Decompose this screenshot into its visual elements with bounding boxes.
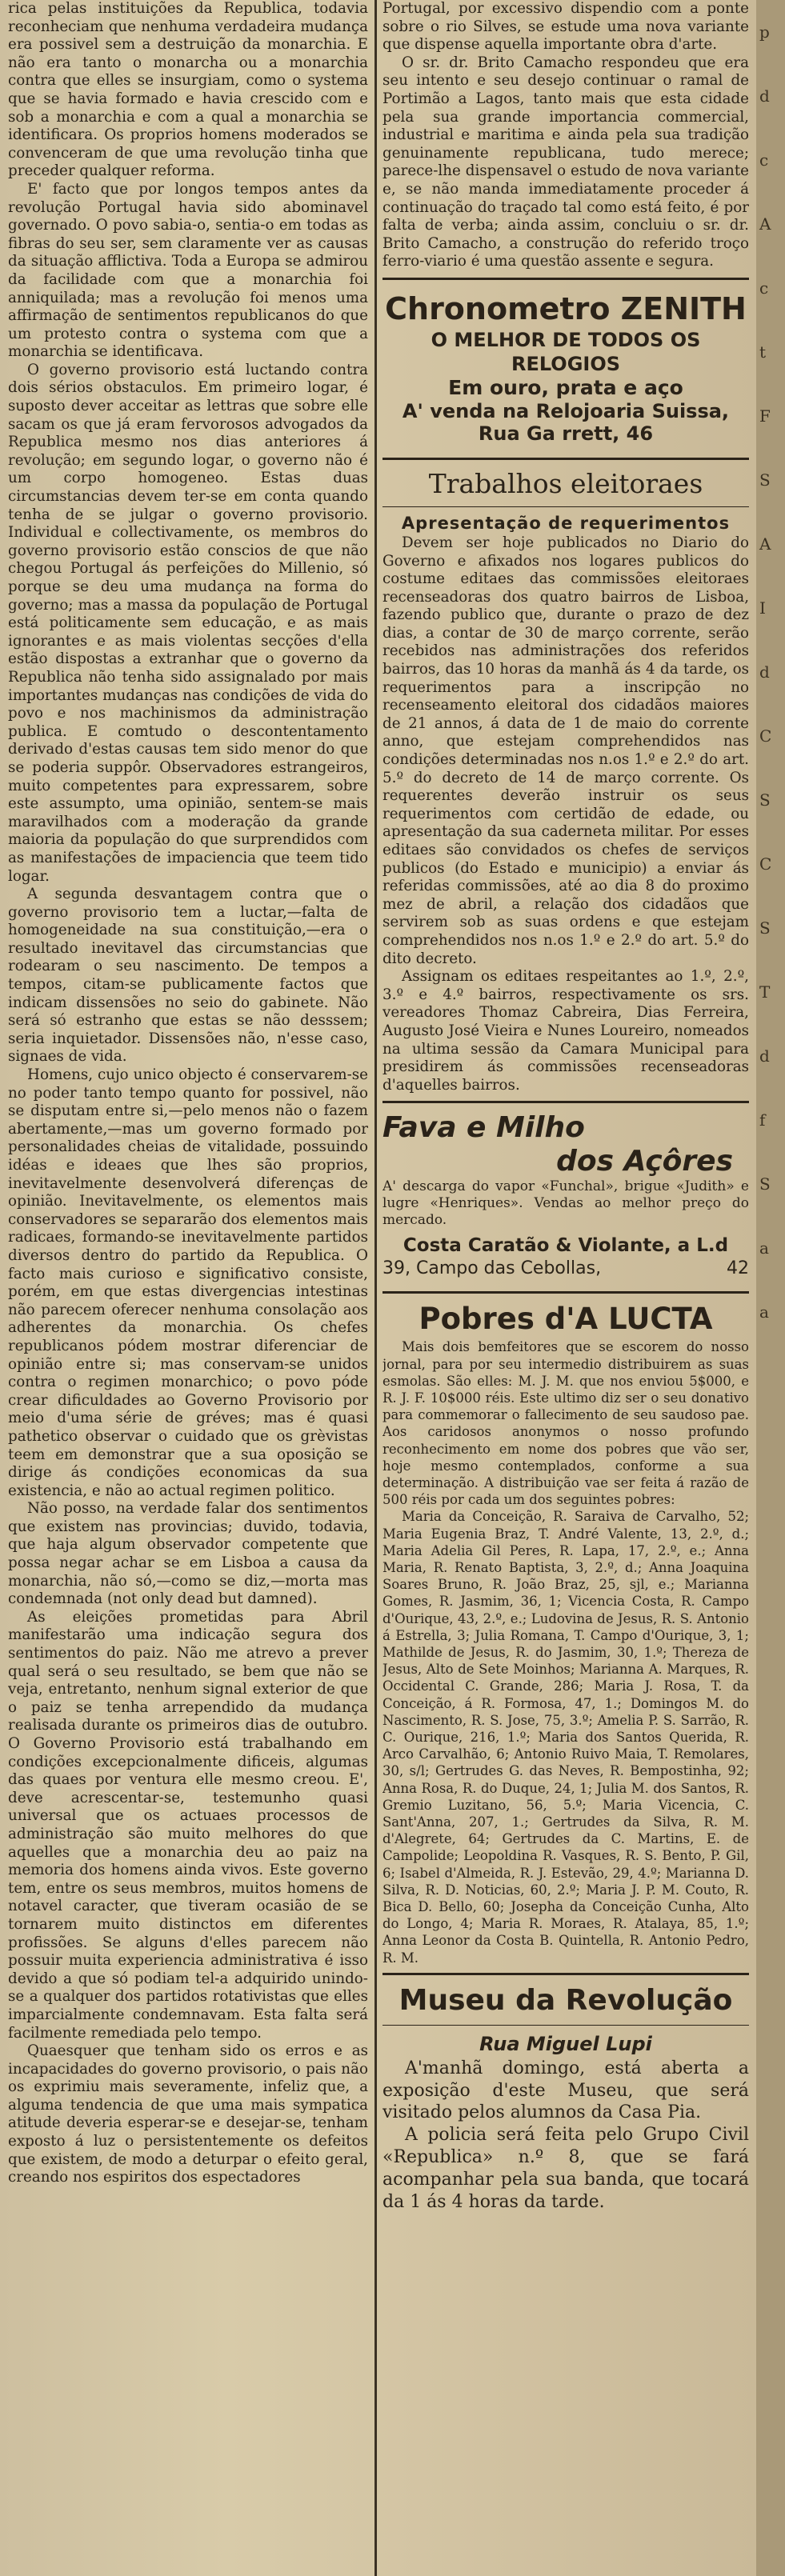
section-rule: [382, 1291, 749, 1294]
article-paragraph: O sr. dr. Brito Camacho respondeu que era seu intento e seu desejo continuar o ramal de Portimão a Lagos, tanto mais que esta cidade pela sua grande importancia commercial, industrial e maritima e ainda pela sua tradição genuinamente republicana, tudo merece; parece-lhe dispensavel o estudo de nova variante e, se não manda immediatamente proceder á continuação do traçado tal como está feito, é por falta de verba; ainda assim, concluiu o sr. dr. Brito Camacho, a construção do referido troço ferro-viario é uma questão assente e segura.: [382, 54, 749, 270]
trabalhos-title: Trabalhos eleitoraes: [428, 467, 703, 499]
edge-glyph: f: [759, 1110, 766, 1130]
section-rule: [382, 458, 749, 460]
museu-title: Museu da Revolução: [399, 1983, 733, 2017]
fava-address-street: 39, Campo das Cebollas,: [382, 1258, 602, 1279]
article-paragraph: Quaesquer que tenham sido os erros e as incapacidades do governo provisorio, o pais não os exprimiu mais severamente, infeliz que, a alguma tendencia de que uma mais sympatica atitude deveria esperar-se e desejar-se, tenham exposto á luz o persistentemente os defeitos que existem, de modo a deturpar o efeito geral, creando nos espiritos dos espectadores: [8, 2042, 368, 2186]
zenith-title: Chronometro ZENITH: [385, 290, 747, 326]
railway-article: [382, 0, 749, 271]
edge-glyph: T: [759, 982, 771, 1002]
fava-body: A' descarga do vapor «Funchal», brigue «Judith» e lugre «Henriques». Vendas ao melhor preço do mercado.: [382, 1178, 749, 1229]
zenith-address: Rua Ga rrett, 46: [478, 422, 654, 445]
fava-advertisement: [382, 1110, 749, 1285]
title-rule: [382, 506, 749, 507]
adjacent-page-edge: [756, 0, 785, 2576]
fava-address-number: 42: [727, 1258, 749, 1279]
article-paragraph: A segunda desvantagem contra que o governo provisorio tem a luctar,—falta de homogeneidade na sua constituição,—era o resultado inevitavel das circumstancias que rodearam o seu nascimento. De tempos a tempos, citam-se publicamente factos que indicam dissensões no seio do gabinete. Não será só estranho que estas se não desssem; seria inquietador. Dissensões não, n'esse caso, signaes de vida.: [8, 886, 368, 1066]
zenith-slogan: O MELHOR DE TODOS OS RELOGIOS: [431, 328, 701, 375]
article-paragraph: Assignam os editaes respeitantes ao 1.º, 2.º, 3.º e 4.º bairros, respectivamente os srs. vereadores Thomaz Cabreira, Dias Ferreira, Augusto José Vieira e Nunes Loureiro, nomeados na ultima sessão da Camara Municipal para presidirem ás commissões recenseadoras d'aquelles bairros.: [382, 968, 749, 1094]
right-column: [382, 0, 749, 2576]
fava-address: [382, 1258, 749, 1280]
section-rule: [382, 278, 749, 280]
article-paragraph: Portugal, por excessivo dispendio com a ponte sobre o rio Silves, se estude uma nova variante que dispense aquella importante obra d'arte.: [382, 0, 749, 54]
column-divider: [374, 0, 377, 2576]
fava-title-line1: Fava e Milho: [382, 1111, 585, 1145]
section-rule: [382, 1101, 749, 1103]
edge-glyph: S: [759, 1174, 771, 1194]
edge-glyph: a: [759, 1238, 769, 1258]
article-paragraph: Mais dois bemfeitores que se escorem do nosso jornal, para por seu intermedio distribuirem as suas esmolas. São elles: M. J. M. que nos enviou 5$000, e R. J. F. 10$000 réis. Este ultimo diz ser o seu donativo para commemorar o fallecimento de seu saudoso pae. Aos caridosos anonymos o nosso profundo reconhecimento em nome dos pobres que vão ser, hoje mesmo contemplados, conforme a sua determinação. A distribuição vae ser feita á razão de 500 réis por cada um dos seguintes pobres:: [382, 1339, 749, 1508]
edge-glyph: d: [759, 1046, 770, 1066]
edge-glyph: S: [759, 470, 771, 490]
article-paragraph: A'manhã domingo, está aberta a exposição d'este Museu, que será visitado pelos alumnos da Casa Pia.: [382, 2058, 749, 2123]
museu-article: [382, 1982, 749, 2214]
edge-glyph: A: [759, 214, 771, 234]
edge-glyph: F: [759, 406, 771, 426]
edge-glyph: d: [759, 662, 770, 682]
edge-glyph: C: [759, 726, 772, 746]
article-paragraph: Maria da Conceição, R. Saraiva de Carvalho, 52; Maria Eugenia Braz, T. André Valente, 13, 2.º, d.; Maria Adelia Gil Peres, R. Lapa, 17, 2.º, e.; Anna Maria, R. Renato Baptista, 3, 2.º, d.; Anna Joaquina Soares Bruno, R. João Braz, 25, sjl, e.; Marianna Gomes, R. Jasmim, 36, 1; Vicencia Costa, R. Campo d'Ourique, 43, 2.º, e.; Ludovina de Jesus, R. S. Antonio á Estrella, 3; Julia Romana, T. Campo d'Ourique, 3, 1; Mathilde de Jesus, R. do Jasmim, 30, 1.º; Thereza de Jesus, Alto de Sete Moinhos; Marianna A. Marques, R. Occidental C. Grande, 286; Maria J. Rosa, T. da Conceição, á R. Formosa, 47, 1.; Domingos M. do Nascimento, R. S. Jose, 75, 3.º; Amelia P. S. Sarrão, R. C. Ourique, 216, 1.º; Maria dos Santos Querida, R. Arco Carvalhão, 6; Antonio Ruivo Maia, T. Remolares, 30, s/l; Gertrudes G. das Neves, R. Bempostinha, 92; Anna Rosa, R. do Duque, 24, 1; Julia M. dos Santos, R. Gremio Luzitano, 56, 5.º; Maria Vicencia, C. Sant'Anna, 207, 1.; Gertrudes da Silva, R. M. d'Alegrete, 64; Gertrudes da C. Martins, E. de Campolide; Leopoldina R. Vasques, R. S. Bento, P. Gil, 6; Isabel d'Almeida, R. J. Estevão, 29, 4.º; Marianna D. Silva, R. D. Noticias, 60, 2.º; Maria J. P. M. Couto, R. Bica D. Bello, 60; Josepha da Conceição Cunha, Alto do Longo, 4; Maria R. Moraes, R. Atalaya, 85, 1.º; Anna Leonor da Costa B. Quintella, R. Antonio Pedro, R. M.: [382, 1509, 749, 1966]
edge-glyph: S: [759, 790, 771, 810]
edge-glyph: S: [759, 918, 771, 938]
article-paragraph: E' facto que por longos tempos antes da revolução Portugal havia sido abominavel governado. O povo sabia-o, sentia-o em todas as fibras do seu ser, sem claramente ver as causas da situação afflictiva. Toda a Europa se admirou da facilidade com que a monarchia foi anniquilada; mas a revolução foi menos uma affirmação de sentimentos republicanos do que um protesto contra o systema com que a monarchia se identificava.: [8, 180, 368, 361]
article-paragraph: As eleições prometidas para Abril manifestarão uma indicação segura dos sentimentos do paiz. Não me atrevo a prever qual será o seu resultado, se bem que não se veja, entretanto, nenhum signal exterior de que o paiz se tenha arrependido da mudança realisada durante os primeiros dias de outubro. O Governo Provisorio está trabalhando em condições excepcionalmente dificeis, algumas das quaes por ventura elle mesmo creou. E', deve acrescentar-se, testemunho quasi universal que os actuaes processos de administração são muito melhores do que aquelles que a monarchia deu ao paiz na memoria dos homens ainda vivos. Este governo tem, entre os seus membros, muitos homens de notavel caracter, que tiveram ocasião de se tornarem muito distinctos em diferentes profissões. Se alguns d'elles parecem não possuir muita experiencia administrativa é isso devido a que só podiam tel-a adquirido unindo-se a qualquer dos partidos rotativistas que elles imparcialmente condemnavam. Esta falta será facilmente remediada pelo tempo.: [8, 1608, 368, 2042]
article-paragraph: rica pelas instituições da Republica, todavia reconheciam que nenhuma verdadeira mudança era possivel sem a destruição da monarchia. E não era tanto o monarcha ou a monarchia contra que elles se insurgiam, como o systema que se havia formado e havia crescido com e sob a monarchia e com a qual a monarchia se identificara. Os proprios homens moderados se convenceram de que uma revolução tinha que preceder qualquer reforma.: [8, 0, 368, 180]
edge-glyph: a: [759, 1302, 769, 1322]
edge-glyph: p: [759, 22, 770, 42]
title-rule: [382, 2025, 749, 2026]
fava-title-line2: dos Açôres: [556, 1145, 733, 1178]
article-paragraph: O governo provisorio está luctando contra dois sérios obstaculos. Em primeiro logar, é suposto dever acceitar as lettras que sobre elle sacam os que já eram fervorosos advogados da Republica mesmo nos dias anteriores á revolução; em segundo logar, o governo não é um corpo homogeneo. Estas duas circumstancias devem ter-se em conta quando tenha de se julgar o governo provisorio. Individual e collectivamente, os membros do governo provisorio estão conscios de que não chegou Portugal ás perfeições do Millenio, só porque se deu uma mudança na forma do governo; mas a massa da população de Portugal está politicamente sem educação, e as mais ignorantes e as mais violentas secções d'ella estão dispostas a extranhar que o governo da Republica não tenha sido assignalado por mais importantes mudanças nas condições de vida do povo e nos machinismos da administração publica. E comtudo o descontentamento derivado d'estas causas tem sido menor do que se poderia suppôr. Observadores estrangeiros, muito competentes para expressarem, sobre este assumpto, uma opinião, sentem-se mais maravilhados com a moderação da grande maioria da população do que surprendidos com as manifestações de impaciencia que teem tido logar.: [8, 361, 368, 885]
section-rule: [382, 1973, 749, 1975]
trabalhos-subtitle: Apresentação de requerimentos: [401, 513, 731, 533]
pobres-article: [382, 1300, 749, 1966]
edge-glyph: C: [759, 854, 772, 874]
fava-firm: Costa Caratão & Violante, a L.d: [403, 1235, 729, 1257]
trabalhos-article: [382, 466, 749, 1094]
edge-glyph: t: [759, 342, 767, 362]
pobres-title: Pobres d'A LUCTA: [419, 1302, 713, 1337]
edge-glyph: d: [759, 86, 770, 106]
museu-subtitle: Rua Miguel Lupi: [479, 2032, 652, 2055]
left-column: [8, 0, 368, 2576]
edge-glyph: c: [759, 278, 769, 298]
edge-glyph: I: [759, 598, 766, 618]
zenith-materials: Em ouro, prata e aço: [448, 375, 683, 399]
zenith-shop: A' venda na Relojoaria Suissa,: [402, 399, 730, 422]
article-paragraph: Homens, cujo unico objecto é conservarem-se no poder tanto tempo quanto for possivel, não se disputam entre si,—pelo menos não o fazem abertamente,—mas um governo formado por personalidades cheias de vitalidade, possuindo idéas e ideaes que lhes são proprios, inevitavelmente desenvolverá diferenças de opinião. Inevitavelmente, os elementos mais conservadores se separarão dos elementos mais radicaes, formando-se inevitavelmente partidos diversos dentro do partido da Republica. O facto mais curioso e significativo consiste, porém, em que estas divergencias intestinas não parecem oferecer nenhuma consolação aos adherentes da monarchia. Os chefes republicanos pódem mostrar diferenciar de opinião entre si; mas conservam-se unidos contra o regimen monarchico; o povo póde crear dificuldades ao Governo Provisorio por meio d'uma série de gréves; mas é quasi pathetico observar o cuidado que os grèvistas teem em demonstrar que a sua oposição se dirige ás condições economicas da sua existencia, e não ao actual regimen politico.: [8, 1066, 368, 1499]
article-paragraph: Devem ser hoje publicados no Diario do Governo e afixados nos logares publicos do costume editaes das commissões eleitoraes recenseadoras dos quatro bairros de Lisboa, fazendo publico que, durante o prazo de dez dias, a contar de 30 de março corrente, serão recebidos nas administrações dos referidos bairros, das 10 horas da manhã ás 4 da tarde, os requerimentos para a inscripção no recenseamento eleitoral dos cidadãos maiores de 21 annos, á data de 1 de maio do corrente anno, que estejam comprehendidos nas condições determinadas nos n.os 1.º e 2.º do art. 5.º do decreto de 14 de março corrente. Os requerentes deverão instruir os seus requerimentos com certidão de edade, ou apresentação da sua caderneta militar. Por esses editaes são convidados os chefes de serviços publicos (do Estado e municipio) a enviar ás referidas commissões, até ao dia 8 do proximo mez de abril, a relação dos cidadãos que servirem sob as suas ordens e que estejam comprehendidos nos n.os 1.º e 2.º do art. 5.º do dito decreto.: [382, 534, 749, 967]
edge-glyph: c: [759, 150, 769, 170]
zenith-advertisement: [382, 286, 749, 451]
article-paragraph: A policia será feita pelo Grupo Civil «Republica» n.º 8, que se fará acompanhar pela sua banda, que tocará da 1 ás 4 horas da tarde.: [382, 2125, 749, 2212]
article-paragraph: Não posso, na verdade falar dos sentimentos que existem nas provincias; duvido, todavia, que haja algum observador competente que possa negar achar se em Lisboa a causa da monarchia, não só,—como se diz,—morta mas condemnada (not only dead but damned).: [8, 1500, 368, 1608]
edge-glyph: A: [759, 534, 771, 554]
